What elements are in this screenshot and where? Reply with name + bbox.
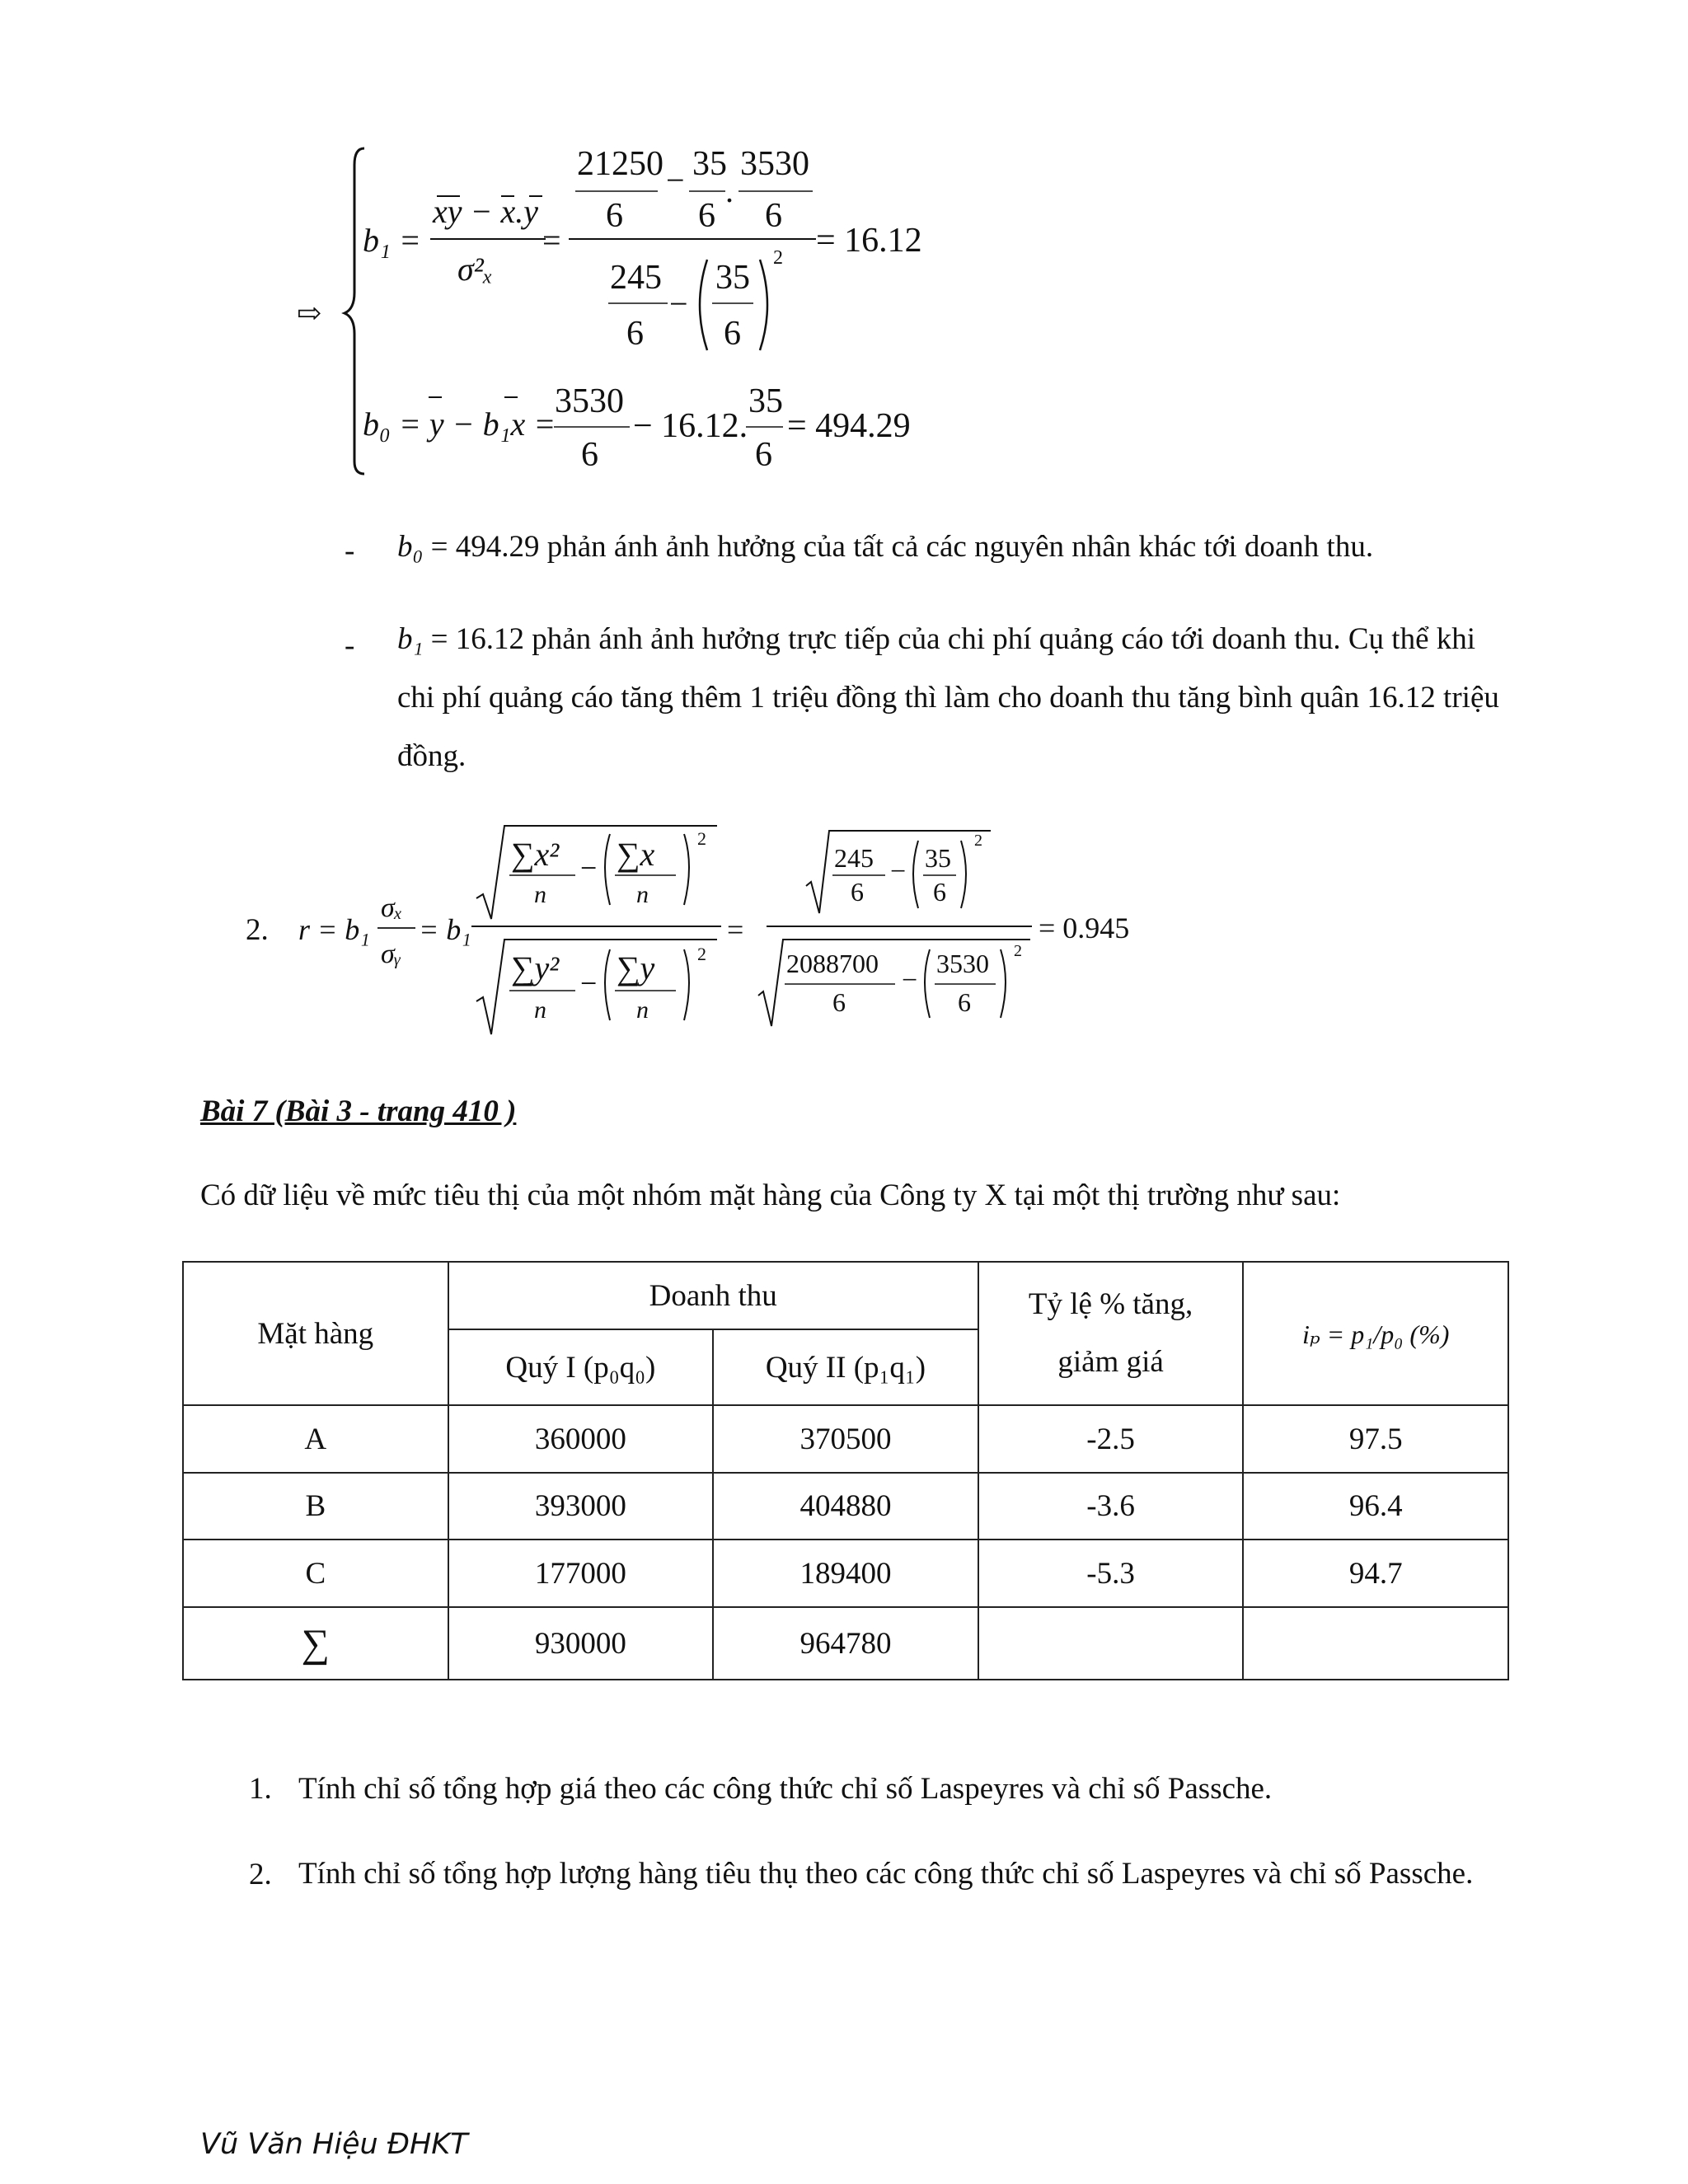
cell-q2: 404880: [713, 1473, 978, 1540]
cell-q1: 177000: [448, 1540, 714, 1607]
b1-denominator: σ²ₓ: [457, 251, 494, 288]
svg-text:2: 2: [697, 944, 706, 964]
correlation-formula: [239, 816, 1170, 1055]
header-rate-line1: Tỷ lệ % tăng,: [1028, 1287, 1193, 1321]
cell-q2: 370500: [713, 1405, 978, 1473]
b1-lhs: b₁ =: [363, 222, 421, 259]
question-number: 2.: [249, 1858, 272, 1891]
svg-text:−: −: [890, 856, 907, 887]
header-q2: Quý II (p₁q₁): [713, 1329, 978, 1405]
svg-text:.: .: [725, 172, 734, 209]
question-number: 1.: [249, 1772, 272, 1806]
bullet-text: = 494.29 phản ánh ảnh hưởng của tất cả các nguyên nhân khác tới doanh thu.: [423, 530, 1374, 564]
svg-text:=: =: [542, 222, 561, 259]
svg-text:−: −: [902, 965, 918, 996]
question-text: Tính chỉ số tổng hợp giá theo các công thức chỉ số Laspeyres và chỉ số Passche.: [298, 1772, 1273, 1806]
den-6: 6: [626, 315, 644, 353]
header-rate-line2: giảm giá: [1057, 1345, 1164, 1379]
sigma-icon: ∑: [183, 1607, 448, 1680]
num-35: 35: [715, 259, 750, 297]
num-3530: 3530: [936, 949, 989, 978]
svg-text:2: 2: [773, 247, 783, 269]
section-title: Bài 7 (Bài 3 - trang 410 ): [200, 1094, 517, 1128]
svg-text:2: 2: [697, 828, 706, 849]
cell-rate: [978, 1607, 1244, 1680]
header-rate: [978, 1262, 1244, 1405]
svg-text:−: −: [669, 285, 688, 322]
cell-item: C: [183, 1540, 448, 1607]
b0-mid: − 16.12.: [633, 407, 748, 445]
cell-rate: -5.3: [978, 1540, 1244, 1607]
regression-formula: [288, 132, 964, 478]
num-35: 35: [748, 382, 783, 420]
header-item: Mặt hàng: [183, 1262, 448, 1405]
cell-q2: 189400: [713, 1540, 978, 1607]
implies-arrow: ⇨: [297, 297, 322, 330]
num-3530: 3530: [740, 145, 809, 183]
bullet-symbol: b₁: [397, 622, 424, 656]
sum-y: ∑y: [617, 949, 655, 987]
cell-rate: -2.5: [978, 1405, 1244, 1473]
cell-ip: 96.4: [1243, 1473, 1508, 1540]
svg-text:2: 2: [1014, 942, 1022, 960]
num-21250: 21250: [577, 145, 663, 183]
bullet-dash: -: [345, 629, 355, 663]
num-35: 35: [692, 145, 727, 183]
b0-result: = 494.29: [787, 407, 911, 445]
den-6: 6: [606, 197, 623, 235]
table-total-row: [183, 1607, 1508, 1680]
cell-ip: 97.5: [1243, 1405, 1508, 1473]
b1-numerator: xy − x.y: [433, 193, 539, 230]
eq-b1: = b₁: [419, 913, 471, 946]
den-6: 6: [851, 877, 864, 907]
sum-x: ∑x: [617, 836, 655, 873]
n: n: [534, 996, 546, 1024]
revenue-table: [182, 1261, 1509, 1680]
svg-text:−: −: [666, 162, 685, 199]
bullet-b1: [397, 610, 1514, 785]
num-245: 245: [834, 843, 874, 873]
item-number: 2.: [246, 913, 269, 947]
svg-text:=: =: [727, 913, 744, 946]
cell-ip: 94.7: [1243, 1540, 1508, 1607]
den-6: 6: [958, 987, 971, 1017]
section-intro: Có dữ liệu về mức tiêu thị của một nhóm mặt hàng của Công ty X tại một thị trường như sau:: [200, 1179, 1341, 1212]
question-text: Tính chỉ số tổng hợp lượng hàng tiêu thụ theo các công thức chỉ số Laspeyres và chỉ số Passche.: [298, 1857, 1474, 1891]
cell-q1: 360000: [448, 1405, 714, 1473]
num-35: 35: [925, 843, 951, 873]
svg-text:−: −: [580, 967, 598, 1000]
den-6: 6: [581, 436, 598, 474]
num-3530: 3530: [555, 382, 624, 420]
num-2088700: 2088700: [786, 949, 879, 978]
svg-text:2: 2: [974, 832, 982, 850]
cell-q1: 393000: [448, 1473, 714, 1540]
header-q1: Quý I (p₀q₀): [448, 1329, 714, 1405]
bullet-text: = 16.12 phản ánh ảnh hưởng trực tiếp của chi phí quảng cáo tới doanh thu. Cụ thể khi chi phí quảng cáo tăng thêm 1 triệu đồng thì làm cho doanh thu tăng bình quân 16.12 triệu đồng.: [397, 622, 1499, 773]
den-6: 6: [832, 987, 846, 1017]
table-row: [183, 1405, 1508, 1473]
bullet-b0: [397, 532, 1510, 562]
num-245: 245: [610, 259, 662, 297]
header-revenue: Doanh thu: [448, 1262, 978, 1329]
cell-q2: 964780: [713, 1607, 978, 1680]
den-6: 6: [933, 877, 946, 907]
r-result: = 0.945: [1039, 912, 1130, 944]
cell-q1: 930000: [448, 1607, 714, 1680]
cell-item: B: [183, 1473, 448, 1540]
cell-item: A: [183, 1405, 448, 1473]
b0-lhs: b₀ = y − b₁x =: [363, 405, 556, 443]
cell-ip: [1243, 1607, 1508, 1680]
b1-result: = 16.12: [816, 222, 922, 260]
den-6: 6: [765, 197, 782, 235]
n: n: [534, 881, 546, 908]
n: n: [636, 881, 649, 908]
sum-y2: ∑y²: [511, 949, 560, 987]
sigma-y: σᵧ: [381, 939, 401, 969]
header-ip-formula: iₚ = p₁/p₀ (%): [1301, 1319, 1450, 1349]
header-ip: [1243, 1262, 1508, 1405]
bullet-dash: -: [345, 534, 355, 568]
page-footer: Vũ Văn Hiệu ĐHKT: [200, 2128, 468, 2161]
system-brace: [345, 148, 364, 474]
table-row: [183, 1473, 1508, 1540]
sigma-x: σₓ: [381, 893, 403, 923]
den-6: 6: [724, 315, 741, 353]
den-6: 6: [755, 436, 772, 474]
sum-x2: ∑x²: [511, 836, 560, 873]
table-row: [183, 1540, 1508, 1607]
svg-text:−: −: [580, 851, 598, 884]
cell-rate: -3.6: [978, 1473, 1244, 1540]
n: n: [636, 996, 649, 1024]
den-6: 6: [698, 197, 715, 235]
r-lhs: r = b₁: [298, 913, 370, 946]
bullet-symbol: b₀: [397, 530, 424, 564]
